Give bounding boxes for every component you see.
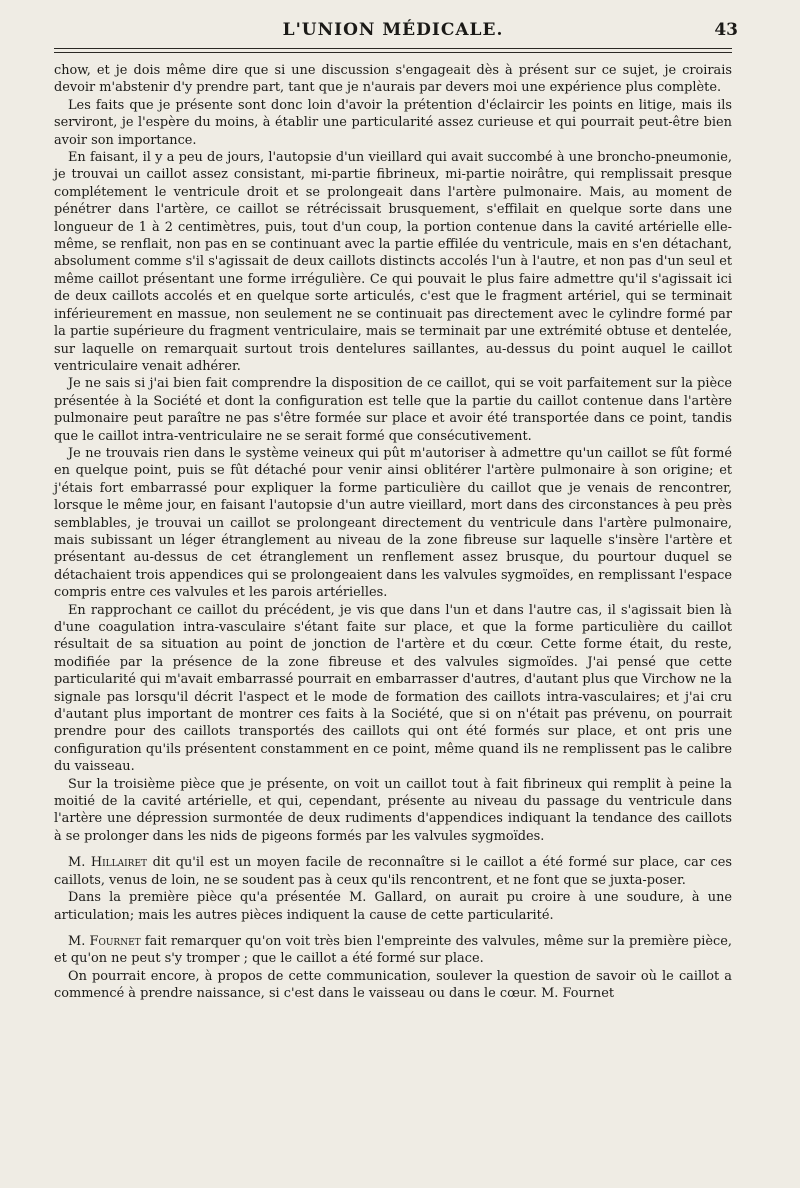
- speaker-name: M. Fournet: [68, 933, 141, 949]
- paragraph: On pourrait encore, à propos de cette communication, soulever la question de savoir où le caillot a commencé à prendre naissance, si c'est dans le vaisseau ou dans le cœur. M. Fournet: [54, 968, 732, 1002]
- speaker-name: M. Hillairet: [68, 855, 148, 871]
- paragraph: En rapprochant ce caillot du précédent, je vis que dans l'un et dans l'autre cas, il s'agissait bien là d'une coagulation intra-vasculaire s'étant faite sur place, et que la forme particulière du caillot résultait de sa situation au point de jonction de l'artère et du cœur. Cette forme était, du reste, modifiée par la présence de la zone fibreuse et des valvules sigmoïdes. J'ai pensé que cette particularité qui m'avait embarrassé pourrait en embarrasser d'autres, d'autant plus que Virchow ne la signale pas lorsqu'il décrit l'aspect et le mode de formation des caillots intra-vasculaires; et j'ai cru d'autant plus important de montrer ces faits à la Société, que si on n'était pas prévenu, on pourrait prendre pour des caillots transportés des caillots qui ont été formés sur place, et ont pris une configuration qu'ils présentent constamment en ce point, même quand ils ne remplissent pas le calibre du vaisseau.: [54, 602, 732, 775]
- header-rule-thin: [54, 52, 732, 53]
- paragraph: Dans la première pièce qu'a présentée M. Gallard, on aurait pu croire à une soudure, à une articulation; mais les autres pièces indiquent la cause de cette particularité.: [54, 890, 732, 923]
- paragraph: En faisant, il y a peu de jours, l'autopsie d'un vieillard qui avait succombé à une broncho-pneumonie, je trouvai un caillot assez consistant, mi-partie fibrineux, mi-partie noirâtre, qui remplissait presque complétement le ventricule droit et se prolongeait dans l'artère pulmonaire. Mais, au moment de pénétrer dans l'artère, ce caillot se rétrécissait brusquement, s'effilait en quelque sorte dans une longueur de 1 à 2 centimètres, puis, tout d'un coup, la portion contenue dans la cavité artérielle elle-même, se renflait, non pas en se continuant avec la partie effilée du ventricule, mais en s'en détachant, absolument comme s'il s'agissait de deux caillots distincts accolés l'un à l'autre, et non pas d'un seul et même caillot présentant une forme irrégulière. Ce qui pouvait le plus faire admettre qu'il s'agissait ici de deux caillots accolés et en quelque sorte articulés, c'est que le fragment artériel, qui se terminait inférieurement en massue, non seulement ne se continuait pas directement avec le cylindre formé par la partie supérieure du fragment ventriculaire, mais se terminait par une extrémité obtuse et dentelée, sur laquelle on remarquait surtout trois dentelures saillantes, au-dessus du point auquel le caillot ventriculaire venait adhérer.: [54, 150, 732, 374]
- speaker-text: dit qu'il est un moyen facile de reconnaître si le caillot a été formé sur place, car ces caillots, venus de loin, ne se soudent pas à ceux qu'ils rencontrent, et ne font que se juxta-poser.: [54, 855, 732, 888]
- speaker-paragraph: [54, 854, 732, 889]
- speaker-text: fait remarquer qu'on voit très bien l'empreinte des valvules, même sur la première pièce, et qu'on ne peut s'y tromper ; que le caillot a été formé sur place.: [54, 933, 732, 967]
- paragraph: Les faits que je présente sont donc loin d'avoir la prétention d'éclaircir les points en litige, mais ils serviront, je l'espère du moins, à établir une particularité assez curieuse et qui pourrait peut-être bien avoir son importance.: [54, 97, 732, 148]
- running-title: L'UNION MÉDICALE.: [282, 20, 504, 40]
- paragraph: chow, et je dois même dire que si une discussion s'engageait dès à présent sur ce sujet, je croirais devoir m'abstenir d'y prendre part, tant que je n'aurais par devers moi une expérience plus complète.: [54, 63, 732, 96]
- paragraph: Sur la troisième pièce que je présente, on voit un caillot tout à fait fibrineux qui remplit à peine la moitié de la cavité artérielle, et qui, cependant, présente au niveau du passage du ventricule dans l'artère une dépression surmontée de deux rudiments d'appendices indiquant la tendance des caillots à se prolonger dans les nids de pigeons formés par les valvules sygmoïdes.: [54, 776, 732, 844]
- body-text: [54, 62, 732, 1003]
- page-number: 43: [714, 20, 738, 40]
- speaker-paragraph: [54, 933, 732, 968]
- page-header: [54, 18, 738, 46]
- paragraph: Je ne trouvais rien dans le système veineux qui pût m'autoriser à admettre qu'un caillot se fût formé en quelque point, puis se fût détaché pour venir ainsi oblitérer l'artère pulmonaire à son origine; et j'étais fort embarrassé pour expliquer la forme particulière du caillot que je venais de rencontrer, lorsque le même jour, en faisant l'autopsie d'un autre vieillard, mort dans des circonstances à peu près semblables, je trouvai un caillot se prolongeant directement du ventricule dans l'artère pulmonaire, mais subissant un léger étranglement au niveau de la zone fibreuse sur laquelle s'insère l'artère et présentant au-dessus de cet étranglement un renflement assez brusque, du pourtour duquel se détachaient trois appendices qui se prolongeaient dans les valvules sygmoïdes, en remplissant l'espace compris entre ces valvules et les parois artérielles.: [54, 445, 732, 601]
- paragraph: Je ne sais si j'ai bien fait comprendre la disposition de ce caillot, qui se voit parfaitement sur la pièce présentée à la Société et dont la configuration est telle que la partie du caillot contenue dans l'artère pulmonaire peut paraître ne pas s'être formée sur place et avoir été transportée dans ce point, tandis que le caillot intra-ventriculaire ne se serait formé que consécutivement.: [54, 376, 732, 444]
- header-rule: [54, 48, 732, 49]
